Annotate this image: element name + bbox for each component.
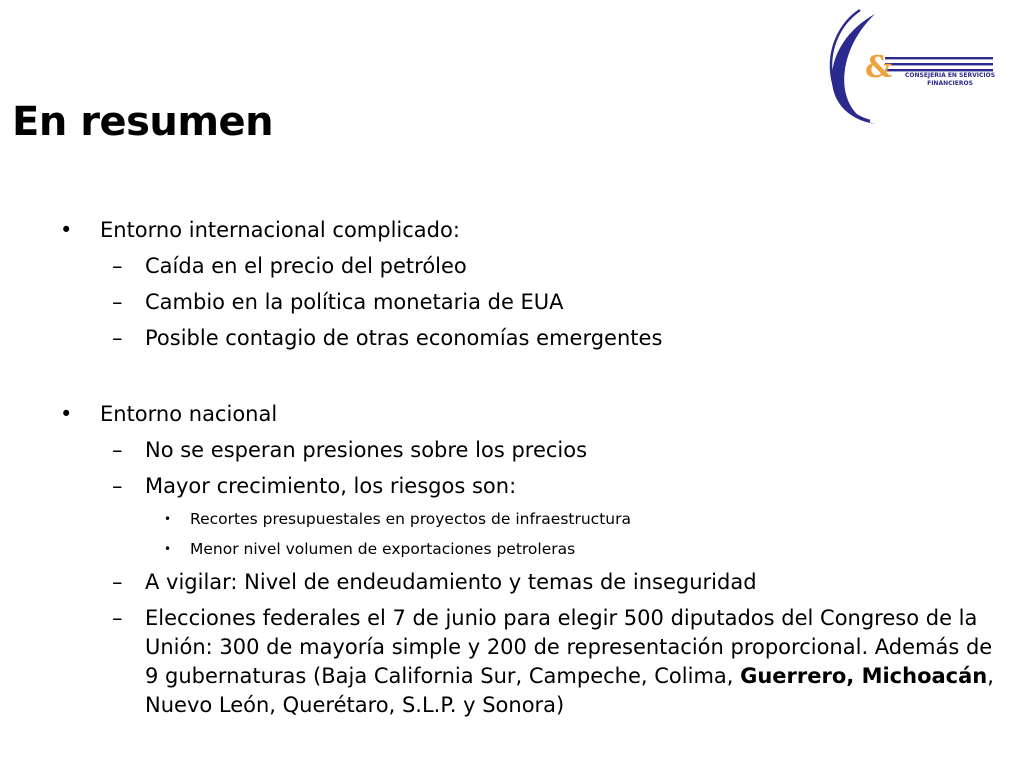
- logo-line2: FINANCIEROS: [927, 80, 973, 87]
- sub-sub-bullet-budget: [0, 504, 1024, 534]
- sub-sub-bullet-text: Menor nivel volumen de exportaciones petroleras: [190, 540, 576, 558]
- sub-bullet-contagion: [0, 320, 1005, 356]
- dash-icon: –: [112, 474, 123, 498]
- dash-icon: –: [112, 326, 123, 350]
- dash-icon: –: [112, 606, 123, 630]
- elections-text-part1: Elecciones federales el 7 de junio para elegir 500 diputados del Congreso de la Unión: 300 de mayoría simple y 200 de representación proporcional. Además de 9 gubernaturas (Baja California Sur, Campeche, Colima,: [145, 606, 993, 688]
- sub-bullet-oil: [0, 248, 1005, 284]
- sub-bullet-text: No se esperan presiones sobre los precios: [145, 438, 588, 462]
- bullet-national: [0, 396, 1024, 432]
- small-bullet-icon: •: [164, 512, 172, 526]
- dash-icon: –: [112, 290, 123, 314]
- logo-arc-icon: [815, 4, 1015, 129]
- logo-line1: CONSEJERIA EN SERVICIOS: [904, 72, 996, 79]
- sub-bullet-growth: [0, 468, 1005, 504]
- sub-bullet-watch: [0, 564, 1005, 600]
- bullet-text: Entorno internacional complicado:: [100, 218, 460, 242]
- dash-icon: –: [112, 438, 123, 462]
- sub-bullet-elections: [0, 604, 1005, 720]
- sub-bullet-prices: [0, 432, 1005, 468]
- bullet-icon: •: [60, 402, 73, 426]
- dash-icon: –: [112, 254, 123, 278]
- elections-text-bold: Guerrero, Michoacán: [740, 664, 988, 688]
- sub-sub-bullet-text: Recortes presupuestales en proyectos de infraestructura: [190, 510, 631, 528]
- sub-bullet-text: Cambio en la política monetaria de EUA: [145, 290, 564, 314]
- sub-bullet-text: Posible contagio de otras economías emergentes: [145, 326, 663, 350]
- sub-bullet-text: A vigilar: Nivel de endeudamiento y temas de inseguridad: [145, 570, 757, 594]
- sub-bullet-monetary: [0, 284, 1005, 320]
- elections-text-part2: , Nuevo León, Querétaro, S.L.P. y Sonora): [145, 664, 994, 717]
- bullet-icon: •: [60, 218, 73, 242]
- logo-symbol: &: [865, 50, 893, 85]
- company-logo: [815, 4, 1015, 129]
- sub-bullet-text: Caída en el precio del petróleo: [145, 254, 467, 278]
- logo-text: [900, 72, 1000, 88]
- sub-sub-bullet-exports: [0, 534, 1024, 564]
- dash-icon: –: [112, 570, 123, 594]
- sub-bullet-text: Mayor crecimiento, los riesgos son:: [145, 474, 517, 498]
- small-bullet-icon: •: [164, 542, 172, 556]
- bullet-list: [0, 212, 1024, 720]
- slide-title: En resumen: [12, 99, 274, 145]
- spacer: [0, 356, 1024, 396]
- bullet-international: [0, 212, 1024, 248]
- bullet-text: Entorno nacional: [100, 402, 278, 426]
